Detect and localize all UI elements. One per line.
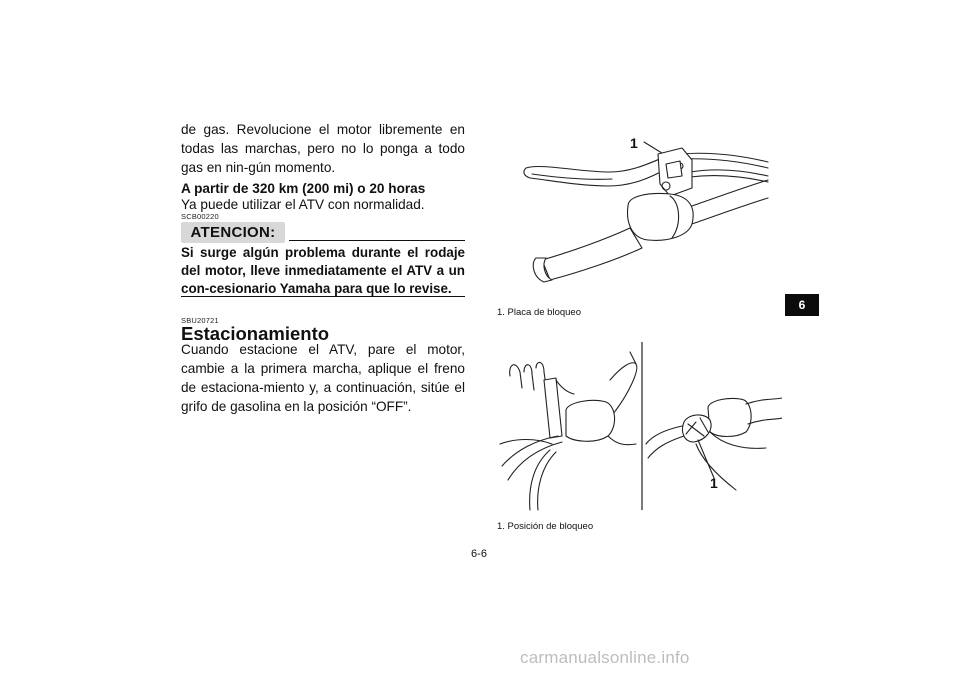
parking-paragraph: Cuando estacione el ATV, pare el motor, cambie a la primera marcha, aplique el freno de estaciona-miento y, a continuación, sitúe el grifo de gasolina en la posición “OFF”. [181, 342, 465, 414]
section-code: SBU20721 [181, 316, 219, 325]
lock-position-illustration [496, 340, 782, 516]
watermark-text: carmanualsonline.info [520, 648, 690, 667]
caution-code: SCB00220 [181, 212, 219, 221]
caution-label: ATENCION: [181, 222, 285, 243]
section-title: Estacionamiento [181, 323, 330, 344]
figure-2-caption: 1. Posición de bloqueo [497, 521, 594, 532]
caution-divider [289, 240, 465, 241]
figure-1-caption: 1. Placa de bloqueo [497, 307, 581, 318]
chapter-tab: 6 [785, 294, 819, 316]
figure-2-callout: 1 [710, 475, 718, 491]
break-in-paragraph: Ya puede utilizar el ATV con normalidad. [181, 197, 425, 212]
intro-paragraph: de gas. Revolucione el motor libremente en todas las marchas, pero no lo ponga a todo gas en nin-gún momento. [181, 122, 465, 175]
brake-lever-illustration [520, 128, 770, 298]
figure-1-callout: 1 [630, 135, 638, 151]
caution-bottom-rule [181, 296, 465, 297]
caution-header [181, 222, 465, 244]
page-number: 6-6 [471, 548, 487, 560]
break-in-heading: A partir de 320 km (200 mi) o 20 horas [181, 181, 426, 196]
caution-text: Si surge algún problema durante el rodaje del motor, lleve inmediatamente el ATV a un con-cesionario Yamaha para que lo revise. [181, 245, 465, 296]
